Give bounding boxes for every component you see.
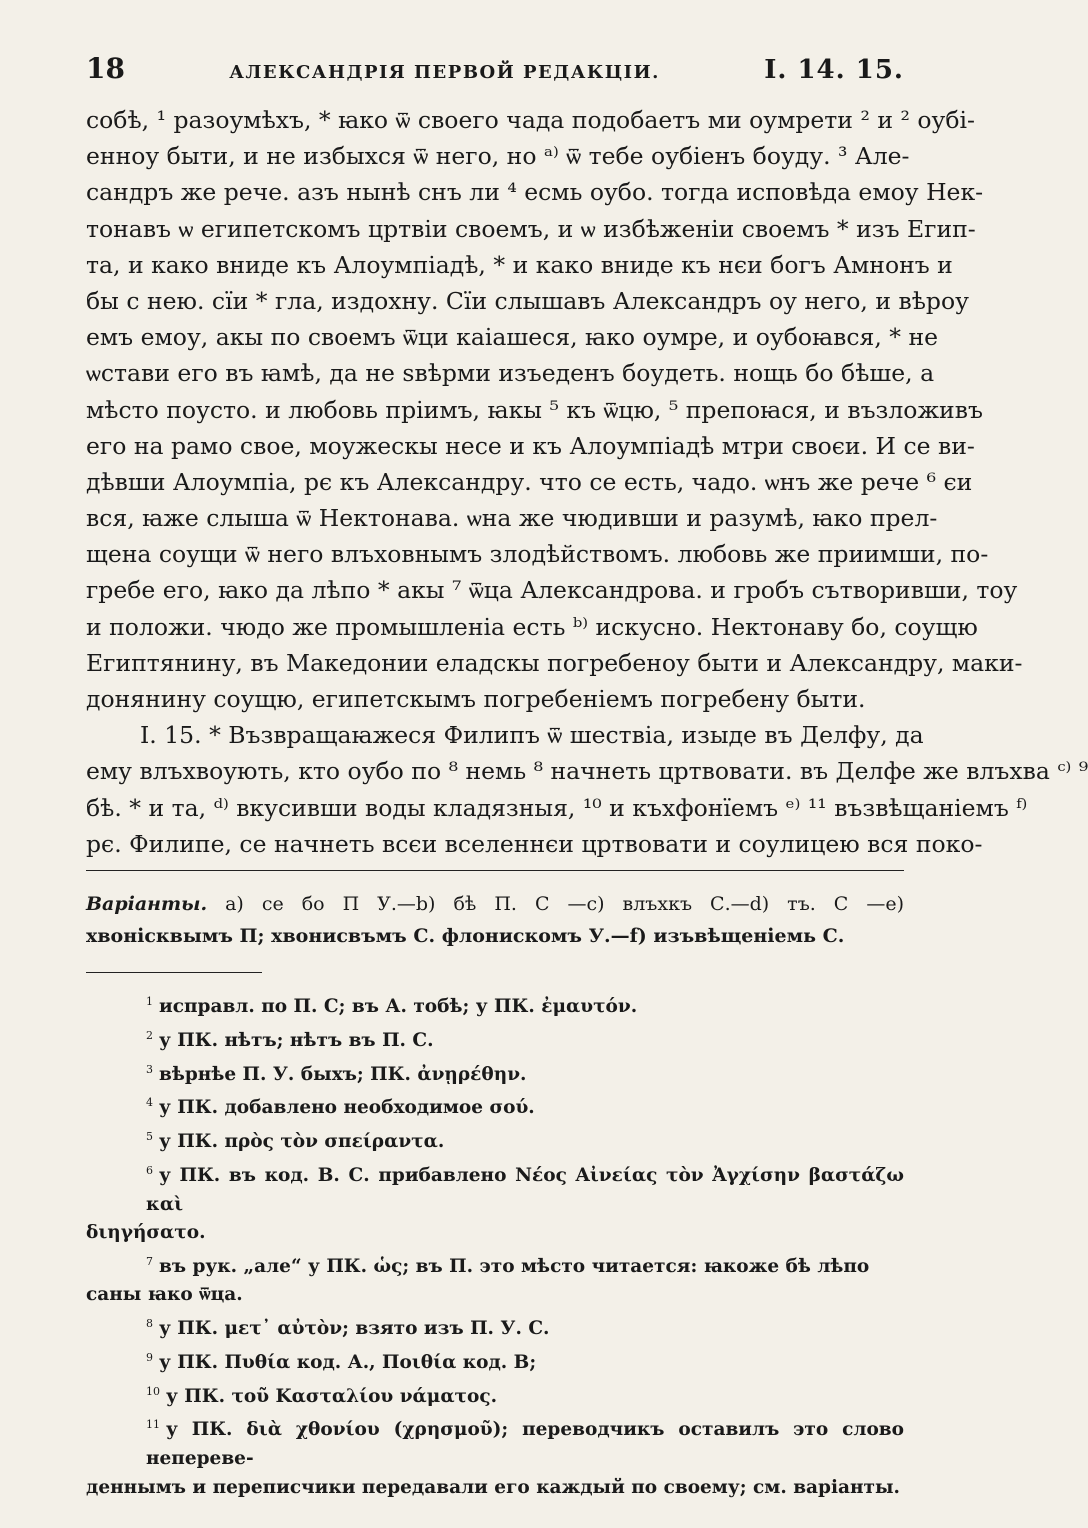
variants-line-1: а) се бо П У.—b) бѣ П. С —c) влъхкъ С.—d) тъ. С —e) <box>225 893 904 915</box>
variants-label: Варіанты. <box>86 893 208 915</box>
footnote-text: у ПК. нѣтъ; нѣтъ въ П. С. <box>159 1029 434 1051</box>
footnote-number: 11 <box>146 1418 160 1432</box>
footnote <box>86 1022 904 1056</box>
main-text <box>86 102 1088 862</box>
footnote-number: 2 <box>146 1028 153 1042</box>
footnote-text: у ПК. διὰ χθονίου (χρησμοῦ); переводчикъ оставилъ это слово непереве- <box>146 1419 904 1470</box>
footnote-number: 6 <box>146 1163 153 1177</box>
variants-block <box>86 888 904 952</box>
footnote <box>86 1344 904 1378</box>
text-line: бы с нею. сїи * гла, издохну. Сїи слышавъ Александръ оу него, и вѣроу <box>86 286 969 315</box>
variants-line-2: хвонісквымъ П; хвонисвъмъ С. флонискомъ У.—f) изъвѣщеніемь С. <box>86 925 845 947</box>
footnote-continuation: саны ꙗко ѿца. <box>86 1284 243 1306</box>
footnote-number: 3 <box>146 1062 153 1076</box>
footnote <box>86 1056 904 1090</box>
footnote-number: 5 <box>146 1130 153 1143</box>
text-line: мѣсто поусто. и любовь пріимъ, ꙗкы ⁵ къ ѿцю, ⁵ препоꙗся, и възложивъ <box>86 395 983 424</box>
footnote <box>86 1123 904 1157</box>
footnote-text: у ПК. μετ᾽ αὐτὸν; взято изъ П. У. С. <box>159 1318 550 1340</box>
page-header <box>86 52 904 92</box>
footnote-text: въ рук. „але“ у ПК. ὡς; въ П. это мѣсто читается: ꙗкоже бѣ лѣпо <box>159 1255 870 1277</box>
footnote-number: 10 <box>146 1384 160 1398</box>
footnote-continuation: деннымъ и переписчики передавали его каждый по своему; см. варіанты. <box>86 1476 900 1498</box>
text-line: бѣ. * и та, ᵈ⁾ вкусивши воды кладязныя, ¹⁰ и къхфонїемъ ᵉ⁾ ¹¹ възвѣщаніемъ ᶠ⁾ <box>86 793 1028 822</box>
footnote-number: 9 <box>146 1350 153 1364</box>
text-line: I. 15. * Възвращаꙗжеся Филипъ ѿ шествіа, изыде въ Делфу, да <box>140 721 924 750</box>
text-line: та, и како вниде къ Алоумпіадѣ, * и како вниде къ нєи богъ Амнонъ и <box>86 250 953 279</box>
text-line: Египтянину, въ Македонии еладскы погребеноу быти и Александру, маки- <box>86 648 1023 677</box>
text-line: енноу быти, и не избыхся ѿ него, но ᵃ⁾ ѿ тебе оубіенъ боуду. ³ Але- <box>86 142 910 171</box>
footnote-number: 7 <box>146 1254 153 1268</box>
text-line: его на рамо свое, моужескы несе и къ Алоумпіадѣ мтри своєи. И се ви- <box>86 431 975 460</box>
footnote <box>86 1248 904 1310</box>
footnote-continuation: διηγήσατο. <box>86 1222 206 1244</box>
footnote-text: у ПК. πρὸς τὸν σπείραντα. <box>159 1131 445 1153</box>
footnotes <box>86 988 904 1502</box>
text-line: гребе его, ꙗко да лѣпо * акы ⁷ ѿца Александрова. и гробъ сътворивши, тоу <box>86 576 1018 605</box>
text-line: щена соущи ѿ него влъховнымъ злодѣйствомъ. любовь же приимши, по- <box>86 540 989 569</box>
footnote-number: 1 <box>146 995 153 1008</box>
footnote <box>86 1089 904 1123</box>
footnote <box>86 1157 904 1248</box>
text-line: собѣ, ¹ разоумѣхъ, * ꙗко ѿ своего чада подобаетъ ми оумрети ² и ² оубі- <box>86 106 975 134</box>
footnote-text: у ПК. въ код. В. С. прибавлено Νέος Αἰνείας τὸν Ἀγχίσην βαστάζω καὶ <box>146 1164 904 1215</box>
text-line: рє. Филипе, се начнеть всєи вселеннєи цртвовати и соулицею вся поко- <box>86 829 983 858</box>
text-line: донянину соущю, египетскымъ погребеніемъ погребену быти. <box>86 685 866 713</box>
section-reference: I. 14. 15. <box>764 55 904 85</box>
footnote <box>86 1411 904 1502</box>
text-line: и положи. чюдо же промышленіа есть ᵇ⁾ искусно. Нектонаву бо, соущю <box>86 612 978 641</box>
footnote-text: у ПК. добавлено необходимое σού. <box>159 1097 535 1119</box>
text-line: ѡстави его въ ꙗмѣ, да не ѕвѣрми изъеденъ боудеть. нощь бо бѣше, а <box>86 359 935 388</box>
footnote-text: исправл. по П. С; въ А. тобѣ; у ПК. ἐμαυτόν. <box>159 996 638 1018</box>
text-line: ему влъхвоують, кто оубо по ⁸ немь ⁸ начнеть цртвовати. въ Делфе же влъхва ᶜ⁾ ⁹ <box>86 757 1088 786</box>
text-line: емъ емоу, акы по своемъ ѿци каіашеся, ꙗко оумре, и оубоꙗвся, * не <box>86 323 939 352</box>
footnote <box>86 1310 904 1344</box>
text-line: вся, ꙗже слыша ѿ Нектонава. ѡна же чюдивши и разумѣ, ꙗко прел- <box>86 504 938 533</box>
running-title: АЛЕКСАНДРІЯ ПЕРВОЙ РЕДАКЦІИ. <box>229 62 660 83</box>
footnote-text: вѣрнѣе П. У. быхъ; ПК. ἀνῃρέθην. <box>159 1063 527 1085</box>
footnote-number: 4 <box>146 1096 153 1110</box>
notes-rule <box>86 972 262 973</box>
footnote-text: у ПК. τοῦ Κασταλίου νάματος. <box>166 1385 498 1407</box>
footnote-rule <box>86 870 904 871</box>
footnote-text: у ПК. Πυθία код. А., Ποιθία код. B; <box>159 1351 537 1373</box>
text-line: дѣвши Алоумпіа, рє къ Александру. что се есть, чадо. ѡнъ же рече ⁶ єи <box>86 467 973 496</box>
text-line: сандръ же рече. азъ нынѣ снъ ли ⁴ есмь оубо. тогда исповѣда емоу Нек- <box>86 178 984 207</box>
footnote <box>86 1378 904 1412</box>
text-line: тонавъ ѡ египетскомъ цртвіи своемъ, и ѡ избѣженіи своемъ * изъ Егип- <box>86 214 976 243</box>
footnote <box>86 988 904 1022</box>
footnote-number: 8 <box>146 1317 153 1331</box>
page-number: 18 <box>86 52 125 85</box>
